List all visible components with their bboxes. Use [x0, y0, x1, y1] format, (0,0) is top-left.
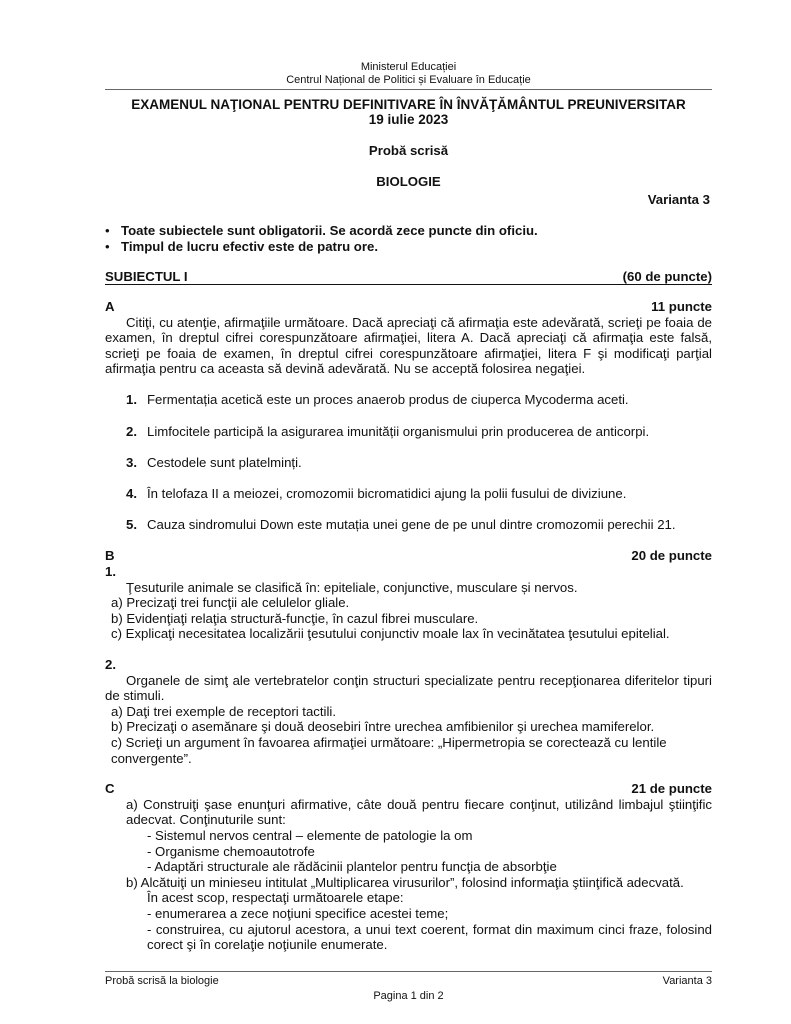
item-number: 5. [126, 516, 137, 532]
section-a-points: 11 puncte [651, 299, 712, 314]
statement-item [105, 486, 712, 502]
question-number: 2. [105, 657, 116, 672]
subiect-1-label: SUBIECTUL I [105, 269, 188, 284]
exam-variant: Varianta 3 [647, 192, 710, 207]
rule-item: • Toate subiectele sunt obligatorii. Se acordă zece puncte din oficiu. [105, 223, 712, 239]
content-item: - Sistemul nervos central – elemente de patologie la om [147, 827, 473, 843]
rules-list [105, 223, 712, 254]
content-item: - Adaptări structurale ale rădăcinii plantelor pentru funcţia de absorbţie [147, 859, 557, 875]
section-b-heading [105, 548, 712, 564]
item-text: Cauza sindromului Down este mutația unei gene de pe unul dintre cromozomii perechii 21. [147, 516, 676, 532]
page-header [105, 61, 712, 87]
statement-item [105, 517, 712, 533]
item-text: Cestodele sunt platelminți. [147, 454, 302, 470]
page-number: Pagina 1 din 2 [373, 990, 444, 1002]
footer-left: Probă scrisă la biologie [105, 975, 219, 987]
question-part: b) Evidenţiaţi relaţia structură-funcţie, în cazul fibrei musculare. [111, 610, 479, 626]
subiect-1-heading [105, 269, 712, 285]
item-number: 3. [126, 454, 137, 470]
question-part: a) Daţi trei exemple de receptori tactili. [111, 703, 337, 719]
subiect-1-points: (60 de puncte) [622, 269, 712, 284]
item-number: 4. [126, 485, 137, 501]
section-a-items [105, 392, 712, 532]
item-text: În telofaza II a meiozei, cromozomii bicromatidici ajung la polii fusului de diviziune. [147, 485, 627, 501]
section-c-heading [105, 781, 712, 797]
ministry-name: Ministerul Educației [360, 61, 457, 73]
task-b-intro: b) Alcătuiţi un minieseu intitulat „Multiplicarea virusurilor”, folosind informaţia ştiinţifică adecvată. [126, 874, 684, 890]
exam-date: 19 iulie 2023 [368, 112, 449, 127]
content-item: - Organisme chemoautotrofe [147, 843, 315, 859]
exam-subject: BIOLOGIE [376, 174, 441, 189]
exam-type: Probă scrisă [368, 143, 449, 158]
step-item: - construirea, cu ajutorul acestora, a unui text coerent, format din maximum cinci fraze, folosind corect şi în corelaţie noţiunile enumerate. [147, 921, 712, 953]
item-text: Limfocitele participă la asigurarea imunității organismului prin producerea de anticorpi. [147, 423, 650, 439]
question-part: a) Precizaţi trei funcţii ale celulelor gliale. [111, 595, 350, 611]
footer-right: Varianta 3 [662, 975, 712, 987]
statement-item [105, 455, 712, 471]
item-number: 2. [126, 423, 137, 439]
section-a-instructions: Citiţi, cu atenţie, afirmaţiile următoare. Dacă apreciaţi că afirmaţia este adevărată, scrieţi pe foaia de examen, în dreptul cifrei corespunzătoare afirmaţiei, litera A. Dacă apreciaţi că afirmaţia este falsă, scrieţi pe foaia de examen, în dreptul cifrei corespunzătoare afirmaţiei, litera F şi modificaţi parţial afirmaţia pentru ca aceasta să devină adevărată. Nu se acceptă folosirea negaţiei. [105, 314, 712, 377]
section-a-heading [105, 299, 712, 315]
section-b-label: B [105, 548, 115, 564]
page-footer [105, 971, 712, 1002]
question-part: c) Explicaţi necesitatea localizării ţesutului conjunctiv moale lax în vecinătatea ţesutului epitelial. [111, 626, 670, 642]
rule-item: • Timpul de lucru efectiv este de patru ore. [105, 239, 712, 255]
exam-title: EXAMENUL NAŢIONAL PENTRU DEFINITIVARE ÎN ÎNVĂŢĂMÂNTUL PREUNIVERSITAR [131, 97, 686, 112]
exam-page [105, 0, 712, 953]
question-intro: Ţesuturile animale se clasifică în: epiteliale, conjunctive, musculare și nervos. [126, 579, 578, 595]
section-b-points: 20 de puncte [631, 548, 712, 564]
section-c-label: C [105, 781, 115, 797]
statement-item [105, 424, 712, 440]
question-intro: Organele de simţ ale vertebratelor conţin structuri specializate pentru recepţionarea diferitelor tipuri de stimuli. [105, 672, 712, 704]
step-item: - enumerarea a zece noţiuni specifice acestei teme; [147, 905, 449, 921]
section-a-label: A [105, 299, 115, 314]
question-part: b) Precizaţi o asemănare şi două deosebiri între urechea amfibienilor şi urechea mamiferelor. [111, 719, 655, 735]
task-a-intro: a) Construiţi şase enunţuri afirmative, câte două pentru fiecare conţinut, utilizând limbajul ştiinţific adecvat. Conţinuturile sunt: [126, 796, 712, 828]
item-text: Fermentația acetică este un proces anaerob produs de ciuperca Mycoderma aceti. [147, 392, 629, 408]
item-number: 1. [126, 392, 137, 408]
steps-intro: În acest scop, respectaţi următoarele etape: [147, 890, 404, 906]
statement-item [105, 392, 712, 408]
center-name: Centrul Național de Politici și Evaluare în Educație [286, 74, 531, 86]
question-part: c) Scrieţi un argument în favoarea afirmaţiei următoare: „Hipermetropia se corectează cu lentile convergente”. [111, 734, 667, 766]
question-number: 1. [105, 564, 116, 580]
section-c-points: 21 de puncte [631, 781, 712, 797]
header-rule [105, 89, 712, 90]
